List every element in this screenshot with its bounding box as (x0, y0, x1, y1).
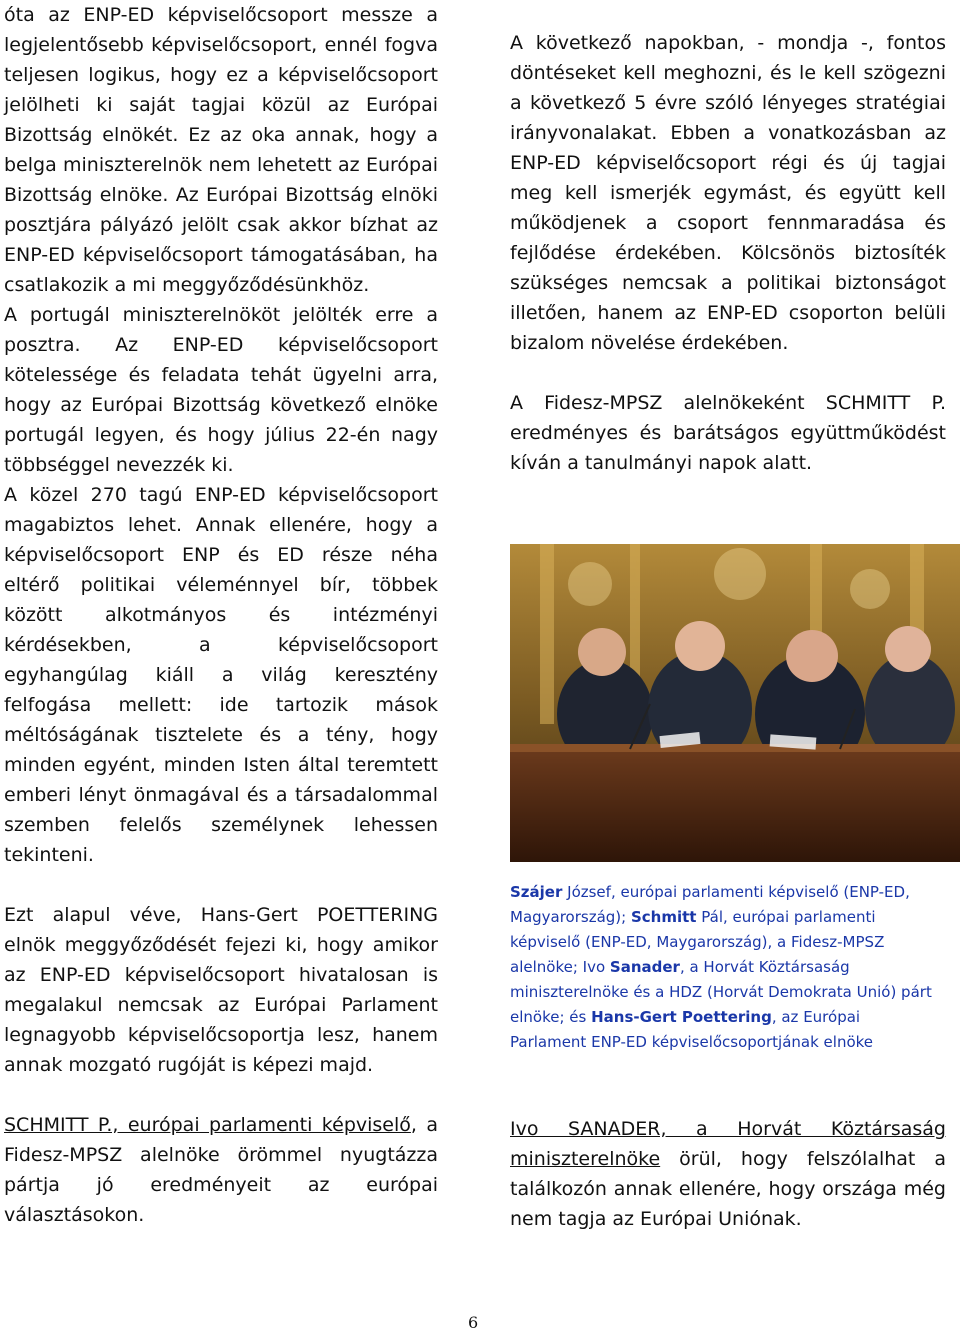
photo-caption: Szájer József, európai parlamenti képviselő (ENP-ED, Magyarország); Schmitt Pál, európai parlamenti képviselő (ENP-ED, Maygarország), a Fidesz-MPSZ alelnöke; Ivo Sanader, a Horvát Köztársaság miniszterelnöke és a HDZ (Horvát Demokrata Unió) párt elnöke; és Hans-Gert Poettering, az Európai Parlament ENP-ED képviselőcsoportjának elnöke (510, 883, 932, 1051)
paragraph-4: Ezt alapul véve, Hans-Gert POETTERING elnök meggyőződését fejezi ki, hogy amikor az ENP-ED képviselőcsoport hivatalosan is megalakul nemcsak az Európai Parlament legnagyobb képviselőcsoportja lesz, hanem annak mozgató rugóját is képezi majd. (4, 904, 438, 1076)
schmitt-heading: SCHMITT P., európai parlamenti képviselő (4, 1114, 411, 1136)
paragraph-5 (4, 1110, 438, 1230)
right-paragraph-2: A Fidesz-MPSZ alelnökeként SCHMITT P. eredményes és barátságos együttműködést kíván a tanulmányi napok alatt. (510, 392, 946, 474)
paragraph-2: A portugál miniszterelnököt jelölték erre a posztra. Az ENP-ED képviselőcsoport kötelessége és feladata tehát ügyelni arra, hogy az Európai Bizottság következő elnöke portugál legyen, és hogy július 22-én nagy többséggel nevezzék ki. (4, 304, 438, 476)
page-number: 6 (468, 1313, 479, 1332)
right-paragraph-1: A következő napokban, - mondja -, fontos döntéseket kell meghozni, és le kell szögezni a következő 5 évre szóló lényeges stratégiai irányvonalakat. Ebben a vonatkozásban az ENP-ED képviselőcsoport régi és új tagjai meg kell ismerjék egymást, és együtt kell működjenek a csoport fennmaradása és fejlődése érdekében. Kölcsönös biztosíték szükséges nemcsak a politikai biztonságot illetően, hanem az ENP-ED csoporton belüli bizalom növelése érdekében. (510, 32, 946, 354)
sanader-paragraph (510, 1114, 946, 1234)
paragraph-3: A közel 270 tagú ENP-ED képviselőcsoport magabiztos lehet. Annak ellenére, hogy a képviselőcsoport ENP és ED része néha eltérő politikai véleménnyel bír, többek között alkotmányos és intézményi kérdésekben, a képviselőcsoport egyhangúlag kiáll a világ keresztény felfogása mellett: ide tartozik mások méltóságának tisztelete és a tény, hogy minden egyént, minden Isten által teremtett emberi lényt önmagával és a társadalommal szemben felelős személynek lehessen tekinteni. (4, 484, 438, 866)
sanader-text: örül, hogy felszólalhat a találkozón annak ellenére, hogy országa még nem tagja az Európai Uniónak. (510, 1148, 946, 1230)
right-column (510, 28, 946, 478)
left-column (4, 0, 438, 1230)
paragraph-1: óta az ENP-ED képviselőcsoport messze a legjelentősebb képviselőcsoport, ennél fogva teljesen logikus, hogy ez a képviselőcsoport jelölheti ki saját tagjai közül az Európai Bizottság elnökét. Ez az oka annak, hogy a belga miniszterelnök nem lehetett az Európai Bizottság elnöke. Az Európai Bizottság elnöki posztjára pályázó jelölt csak akkor bízhat az ENP-ED képviselőcsoport támogatásában, ha csatlakozik a mi meggyőződésünkhöz. (4, 4, 438, 296)
right-column-bottom (510, 1114, 946, 1234)
paragraph-5-text: , a Fidesz-MPSZ alelnöke örömmel nyugtázza pártja jó eredményeit az európai választásokon. (4, 1114, 438, 1226)
sanader-heading: Ivo SANADER, a Horvát Köztársaság miniszterelnöke (510, 1118, 946, 1170)
conference-photo (510, 544, 960, 862)
